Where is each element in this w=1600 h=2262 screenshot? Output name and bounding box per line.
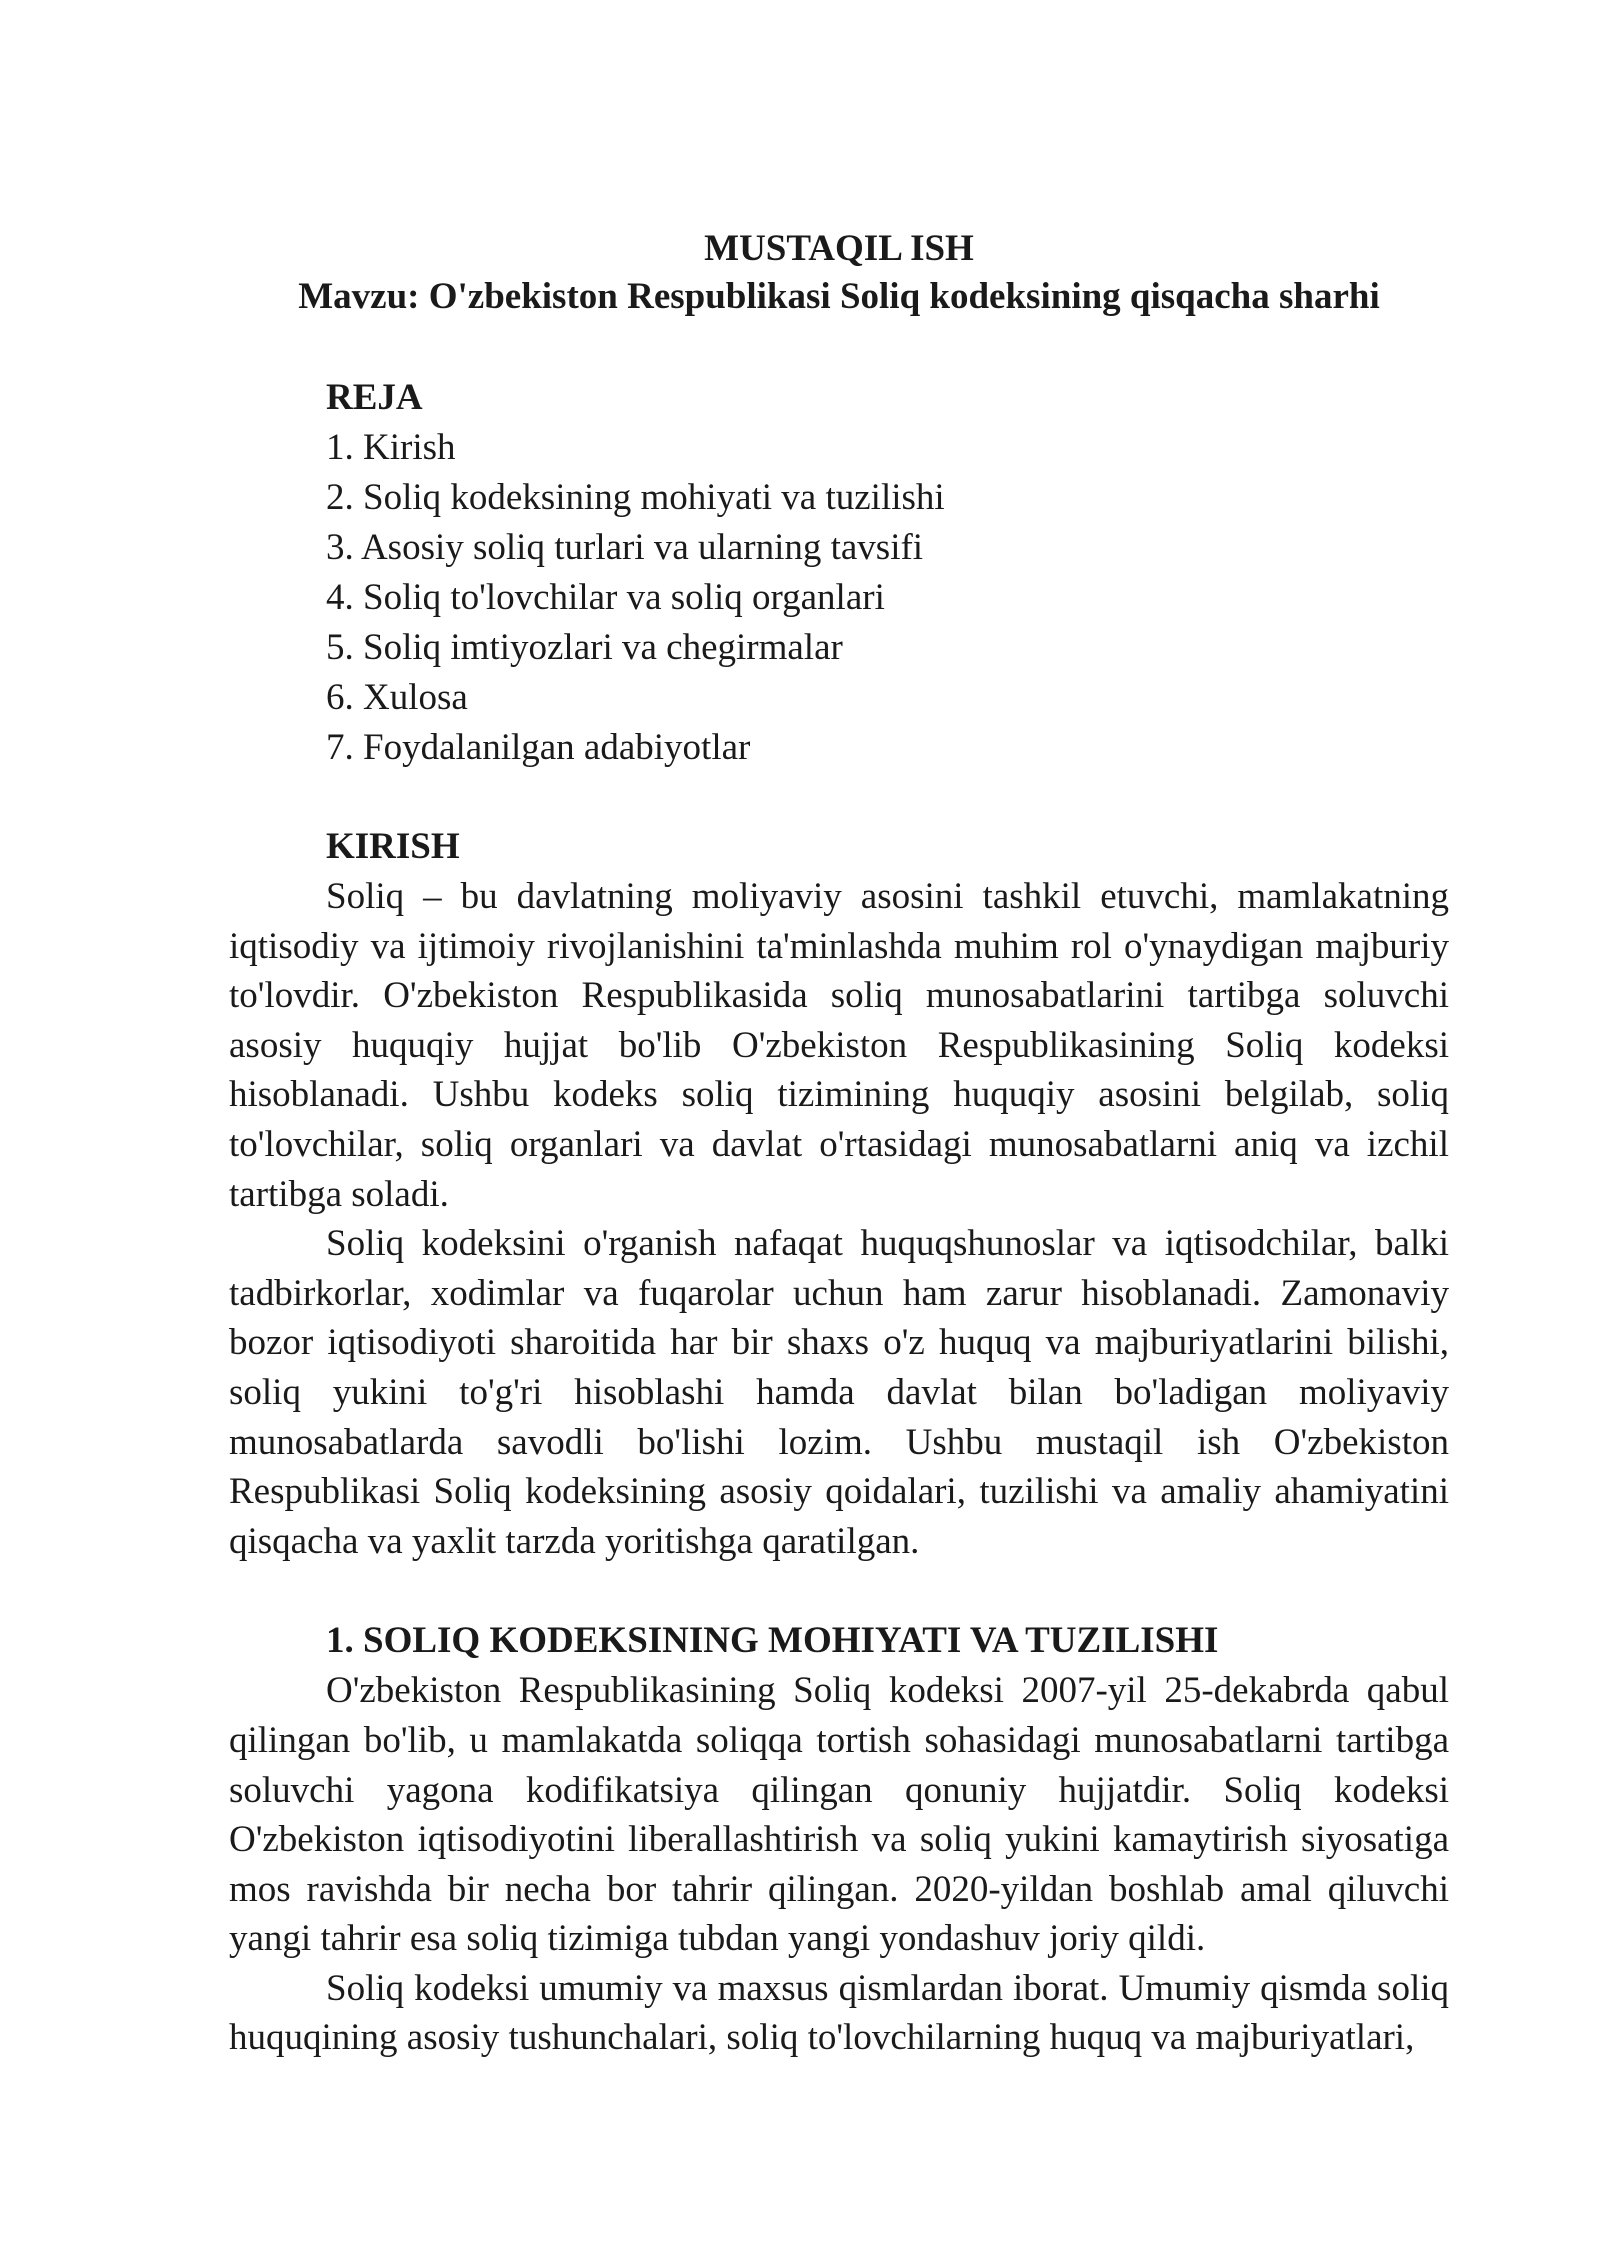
section1-paragraph: Soliq kodeksi umumiy va maxsus qismlardan iborat. Umumiy qismda soliq huquqining asosiy tushunchalari, soliq to'lovchilarning huquq va majburiyatlari, — [229, 1967, 1449, 2059]
intro-heading: KIRISH — [326, 826, 460, 867]
plan-item: 7. Foydalanilgan adabiyotlar — [326, 727, 751, 768]
plan-item: 3. Asosiy soliq turlari va ularning tavsifi — [326, 527, 924, 568]
plan-item: 2. Soliq kodeksining mohiyati va tuzilishi — [326, 477, 945, 518]
intro-paragraph: Soliq – bu davlatning moliyaviy asosini tashkil etuvchi, mamlakatning iqtisodiy va ijtimoiy rivojlanishini ta'minlashda muhim rol o'ynaydigan majburiy to'lovdir. O'zbekiston Respublikasida soliq munosabatlarini tartibga soluvchi asosiy huquqiy hujjat bo'lib O'zbekiston Respublikasining Soliq kodeksi hisoblanadi. Ushbu kodeks soliq tizimining huquqiy asosini belgilab, soliq to'lovchilar, soliq organlari va davlat o'rtasidagi munosabatlarni aniq va izchil tartibga soladi. — [229, 876, 1449, 1215]
section1-heading: 1. SOLIQ KODEKSINING MOHIYATI VA TUZILISHI — [326, 1620, 1219, 1662]
plan-heading: REJA — [326, 377, 423, 418]
plan-item: 4. Soliq to'lovchilar va soliq organlari — [326, 577, 885, 618]
document-title: MUSTAQIL ISH — [704, 228, 974, 269]
section1-paragraph: O'zbekiston Respublikasining Soliq kodeksi 2007-yil 25-dekabrda qabul qilingan bo'lib, u mamlakatda soliqqa tortish sohasidagi munosabatlarni tartibga soluvchi yagona kodifikatsiya qilingan qonuniy hujjatdir. Soliq kodeksi O'zbekiston iqtisodiyotini liberallashtirish va soliq yukini kamaytirish siyosatiga mos ravishda bir necha bor tahrir qilingan. 2020-yildan boshlab amal qiluvchi yangi tahrir esa soliq tizimiga tubdan yangi yondashuv joriy qildi. — [229, 1670, 1449, 1960]
intro-paragraph: Soliq kodeksini o'rganish nafaqat huquqshunoslar va iqtisodchilar, balki tadbirkorlar, xodimlar va fuqarolar uchun ham zarur hisoblanadi. Zamonaviy bozor iqtisodiyoti sharoitida har bir shaxs o'z huquq va majburiyatlarini bilishi, soliq yukini to'g'ri hisoblashi hamda davlat bilan bo'ladigan moliyaviy munosabatlarda savodli bo'lishi lozim. Ushbu mustaqil ish O'zbekiston Respublikasi Soliq kodeksining asosiy qoidalari, tuzilishi va amaliy ahamiyatini qisqacha va yaxlit tarzda yoritishga qaratilgan. — [229, 1223, 1449, 1562]
plan-item: 6. Xulosa — [326, 677, 468, 718]
plan-list — [229, 423, 1449, 773]
document-subtitle: Mavzu: O'zbekiston Respublikasi Soliq kodeksining qisqacha sharhi — [298, 276, 1380, 317]
plan-item: 1. Kirish — [326, 427, 456, 468]
plan-item: 5. Soliq imtiyozlari va chegirmalar — [326, 627, 843, 668]
document-body — [229, 225, 1449, 2063]
